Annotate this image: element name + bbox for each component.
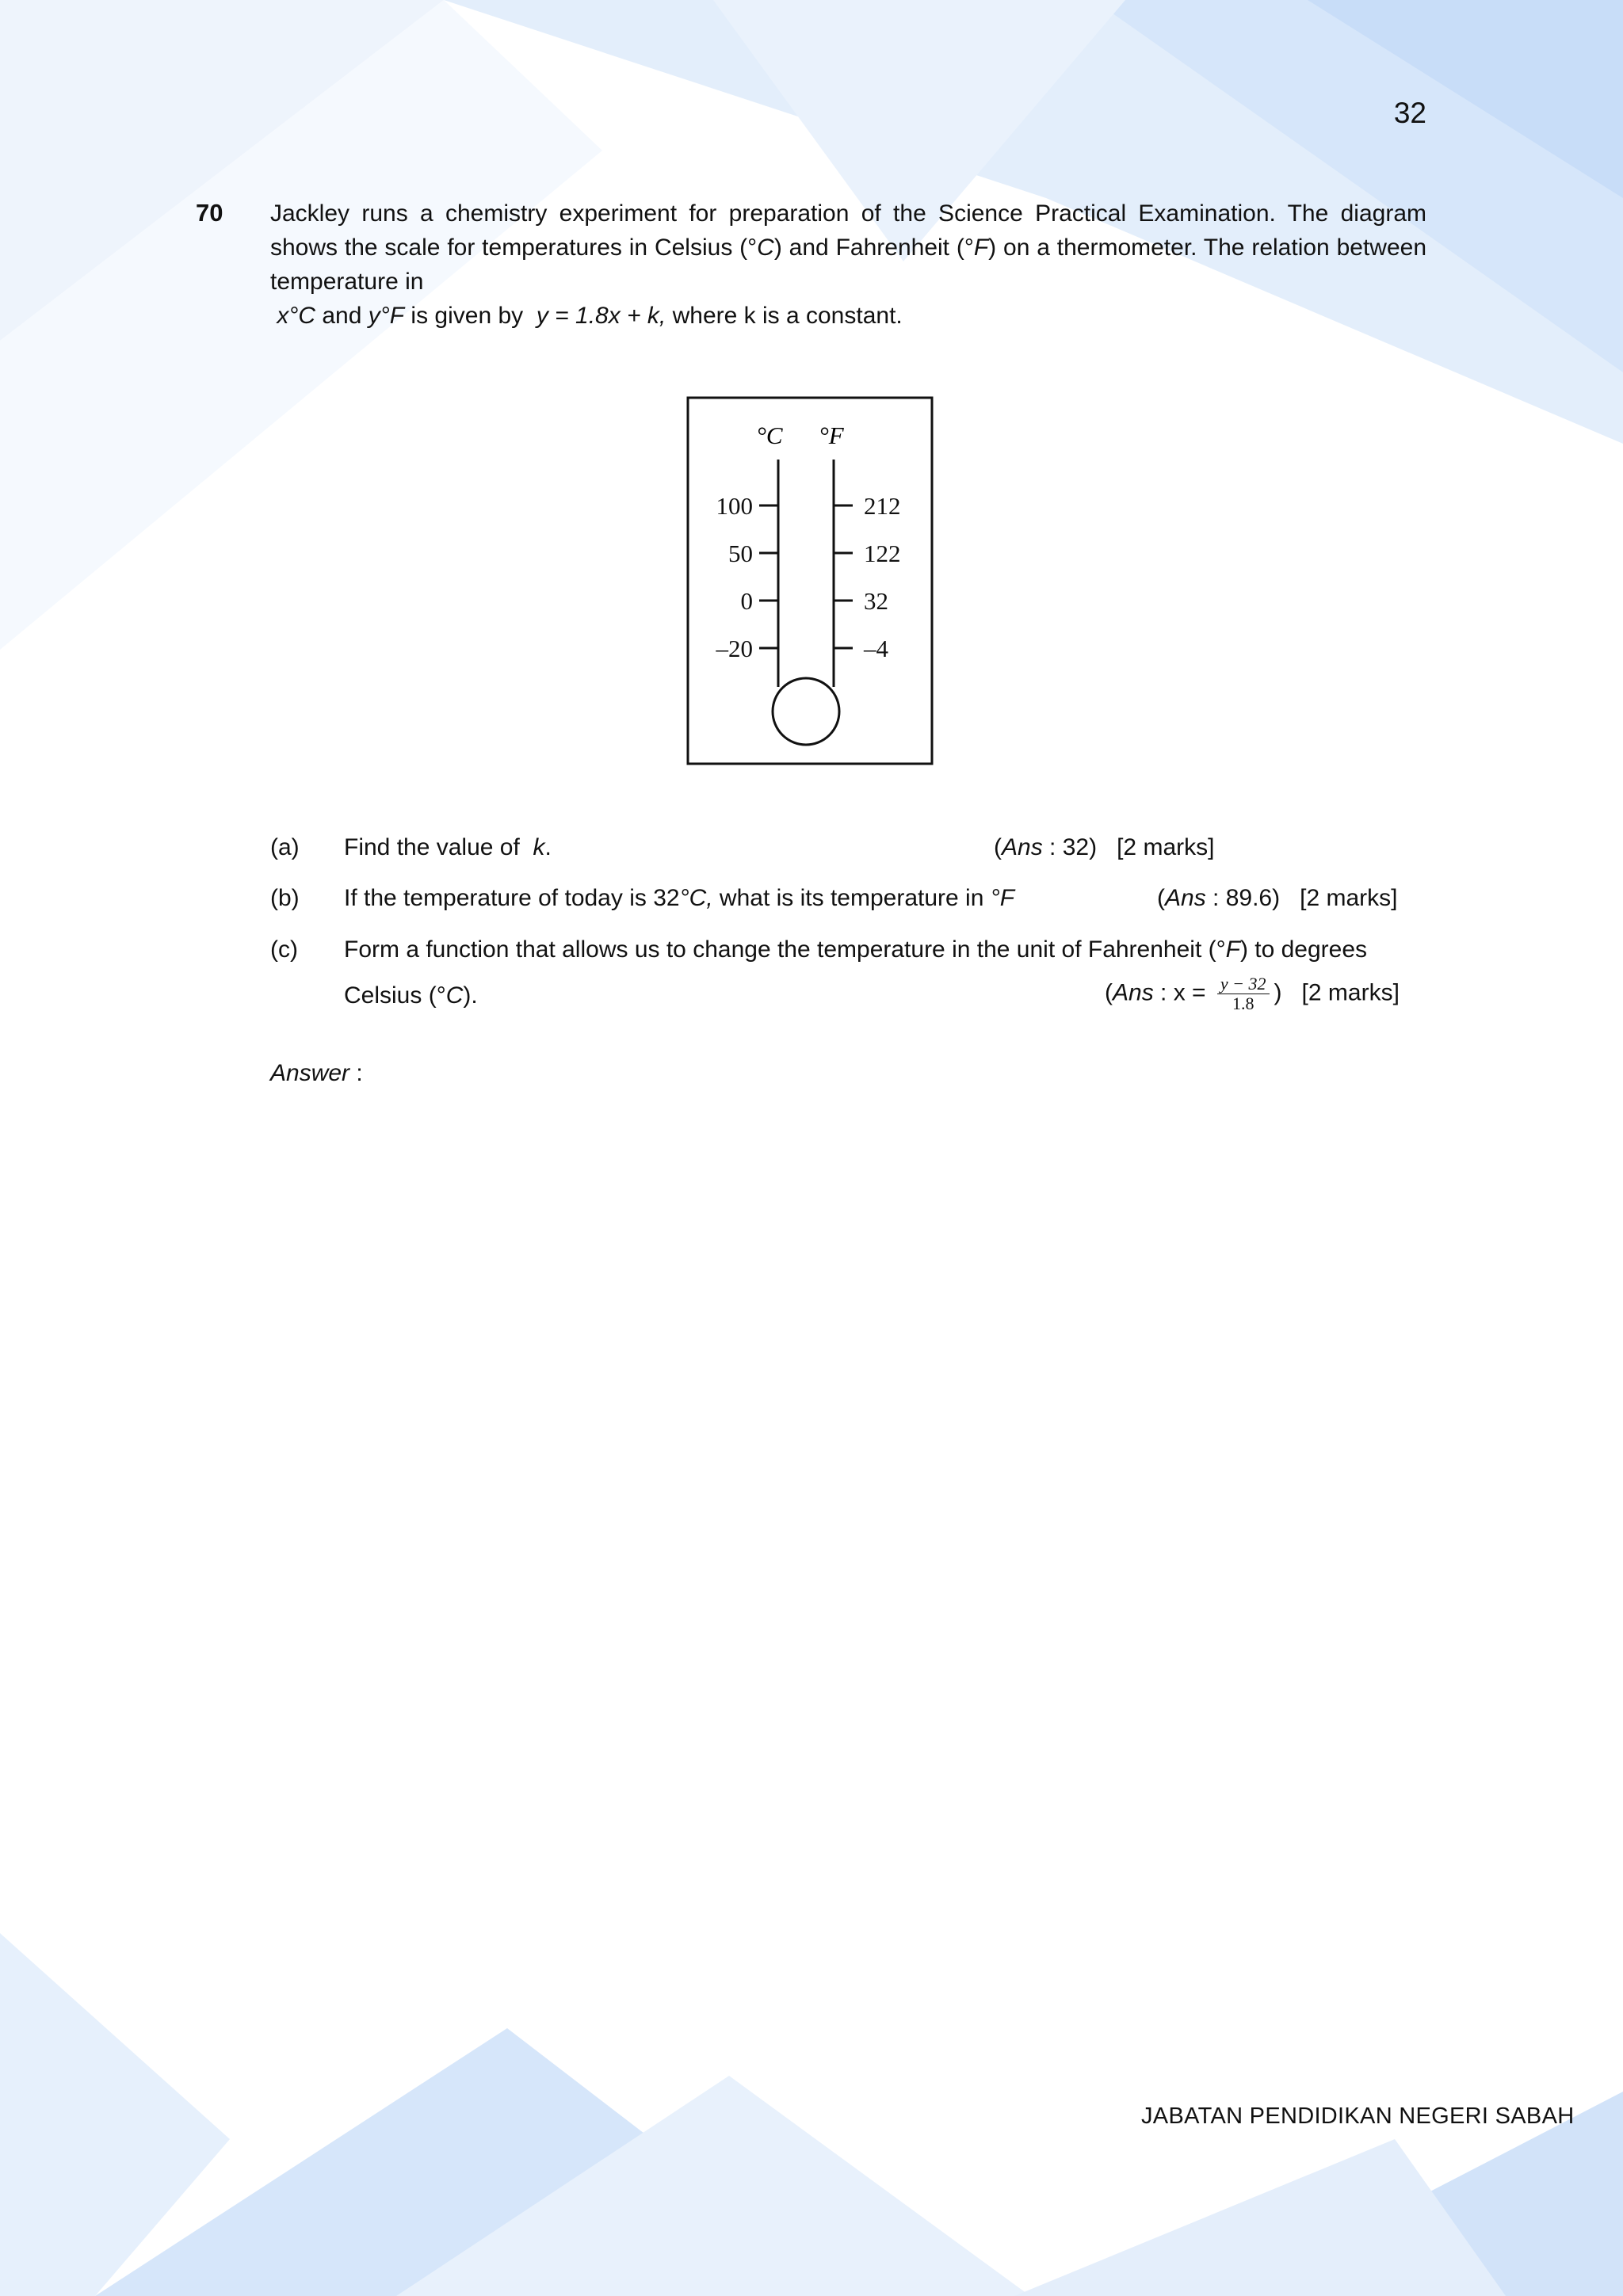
part-c-label: (c) — [270, 936, 298, 963]
part-b-text-mid: what is its temperature in — [712, 885, 991, 911]
part-c-line1 — [344, 936, 1367, 963]
intro-text-1: Jackley runs a chemistry experiment for preparation of the Science Practical Examination. The diagram shows the scale for temperatures in Celsius (° — [270, 200, 1426, 261]
part-a-ans-prefix: Ans — [1002, 834, 1043, 860]
intro-given-by: is given by — [404, 303, 530, 329]
part-a-text — [344, 834, 552, 861]
intro-deg-f: °F — [380, 303, 405, 329]
question-number: 70 — [196, 199, 223, 227]
label-f-122: 122 — [864, 540, 901, 567]
part-c-line2-pre: Celsius (° — [344, 982, 446, 1009]
part-c-line1-text: Form a function that allows us to change the temperature in the unit of Fahrenheit (° — [344, 936, 1226, 963]
part-b-unit: °F — [990, 885, 1015, 911]
part-c-ans-close: ) — [1274, 979, 1282, 1006]
part-c-frac-denominator: 1.8 — [1232, 994, 1254, 1013]
part-b-text — [344, 885, 1014, 912]
label-c-100: 100 — [716, 492, 753, 520]
part-c-line2-tail: ). — [463, 982, 478, 1009]
footer-text: JABATAN PENDIDIKAN NEGERI SABAH — [1141, 2103, 1575, 2129]
thermometer-diagram — [686, 396, 934, 765]
part-b-deg: °C, — [679, 885, 713, 911]
label-c-50: 50 — [728, 540, 753, 567]
part-a-answer: (Ans : 32) [2 marks] — [994, 834, 1215, 860]
intro-unit-c: C — [757, 235, 774, 261]
intro-text-3: ) on a thermometer. The relation between temperature in — [270, 235, 1426, 295]
part-c-line1-tail: ) to degrees — [1239, 936, 1368, 963]
label-f-32: 32 — [864, 587, 888, 615]
label-f-minus4: –4 — [864, 635, 888, 662]
part-c-answer: (Ans : x = $\frac{y - 32}{1.8}$ ) [2 marks] — [1105, 974, 1400, 1013]
part-a-text-pre: Find the value of — [344, 834, 527, 860]
intro-var-y: y — [368, 303, 380, 329]
intro-var-x: x — [277, 303, 289, 329]
part-c-ans-prefix: Ans — [1113, 979, 1154, 1006]
part-b-ans-sep: : — [1205, 885, 1226, 911]
part-b-answer: (Ans : 89.6) [2 marks] — [1157, 885, 1398, 911]
intro-text-2: ) and Fahrenheit (° — [773, 235, 974, 261]
part-b-marks: [2 marks] — [1300, 885, 1398, 911]
label-f-212: 212 — [864, 492, 901, 520]
part-a-ans-value: 32) — [1062, 834, 1098, 860]
part-c-line2 — [344, 982, 478, 1009]
intro-deg-c: °C — [288, 303, 316, 329]
part-b-ans-prefix: Ans — [1165, 885, 1206, 911]
part-c-line1-unit: F — [1225, 936, 1240, 963]
label-c-0: 0 — [740, 587, 753, 615]
intro-equation: y = 1.8x + k, — [536, 303, 666, 329]
answer-label-text: Answer — [270, 1060, 350, 1086]
label-c-minus20: –20 — [716, 635, 753, 662]
part-a-marks: [2 marks] — [1117, 834, 1215, 860]
part-c-marks: [2 marks] — [1301, 979, 1400, 1006]
intro-and: and — [315, 303, 369, 329]
part-a-label: (a) — [270, 834, 300, 860]
part-a-text-post: . — [544, 834, 552, 860]
diagram-unit-f: °F — [819, 421, 844, 449]
part-c-line2-unit: C — [445, 982, 464, 1009]
diagram-unit-c: °C — [756, 421, 783, 449]
part-a-var: k — [533, 834, 545, 860]
part-b-text-pre: If the temperature of today is 32 — [344, 885, 680, 911]
part-c-frac-numerator: y − 32 — [1217, 974, 1270, 994]
part-b-ans-value: 89.6) — [1225, 885, 1281, 911]
question-intro — [270, 196, 1426, 333]
part-b-label: (b) — [270, 885, 300, 911]
part-a-ans-sep: : — [1042, 834, 1063, 860]
thermometer-bulb — [773, 678, 839, 745]
answer-colon: : — [349, 1060, 363, 1086]
intro-unit-f: F — [973, 235, 989, 261]
intro-tail: where k is a constant. — [666, 303, 903, 329]
page-number: 32 — [1393, 97, 1426, 129]
part-c-fraction — [1217, 974, 1270, 1013]
answer-label — [270, 1060, 363, 1087]
part-c-ans-sep: : x = — [1153, 979, 1212, 1006]
